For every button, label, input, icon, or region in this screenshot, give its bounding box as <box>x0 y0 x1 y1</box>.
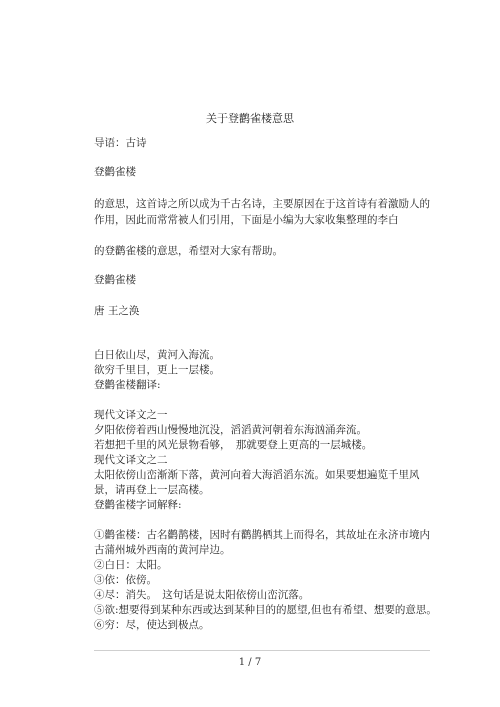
vocabulary-item-2: ②白日：太阳。 <box>94 559 168 571</box>
vocabulary-heading: 登鹳雀楼字词解释: <box>94 499 182 511</box>
poem-title: 登鹳雀楼 <box>94 274 136 286</box>
vocabulary-item-3: ③依：依傍。 <box>94 574 157 586</box>
translation-version-2-heading: 现代文译文之二 <box>94 454 168 466</box>
translation-version-2-text: 太阳依傍山峦渐渐下落，黄河向着大海滔滔东流。如果要想遍览千里风景，请再登上一层高楼。 <box>94 469 420 496</box>
vocabulary-item-4: ④尽：消失。 这句话是说太阳依傍山峦沉落。 <box>94 589 310 601</box>
translation-heading: 登鹳雀楼翻译: <box>94 379 161 391</box>
translation-version-1-heading: 现代文译文之一 <box>94 409 168 421</box>
poem-author: 唐 王之涣 <box>94 305 140 317</box>
vocabulary-item-5: ⑤欲:想要得到某种东西或达到某种目的的愿望,但也有希望、想要的意思。 <box>94 604 437 616</box>
footer-divider <box>94 650 430 651</box>
intro-paragraph: 的意思，这首诗之所以成为千古名诗，主要原因在于这首诗有着激励人的作用，因此而常常被人们引用，下面是小编为大家收集整理的李白 <box>94 198 430 226</box>
translation-version-1-line-2: 若想把千里的风光景物看够， 那就要登上更高的一层城楼。 <box>94 439 373 451</box>
poem-line-1: 白日依山尽，黄河入海流。 <box>94 349 220 361</box>
poem-line-2: 欲穷千里目，更上一层楼。 <box>94 364 220 376</box>
page-indicator: 1 / 7 <box>238 657 262 668</box>
translation-version-1-line-1: 夕阳依傍着西山慢慢地沉没，滔滔黄河朝着东海汹涌奔流。 <box>94 424 367 436</box>
intro-line: 导语：古诗 <box>94 137 147 149</box>
vocabulary-item-6: ⑥穷：尽，使达到极点。 <box>94 619 210 631</box>
vocabulary-item-1: ①鹳雀楼：古名鹳鹊楼，因时有鹳鹊栖其上而得名，其故址在永济市境内古蒲州城外西南的黄河岸边。 <box>94 529 430 556</box>
document-title: 关于登鹳雀楼意思 <box>206 112 294 125</box>
poem-title-ref: 登鹳雀楼 <box>94 166 136 178</box>
intro-paragraph-continued: 的登鹳雀楼的意思，希望对大家有帮助。 <box>94 245 283 257</box>
